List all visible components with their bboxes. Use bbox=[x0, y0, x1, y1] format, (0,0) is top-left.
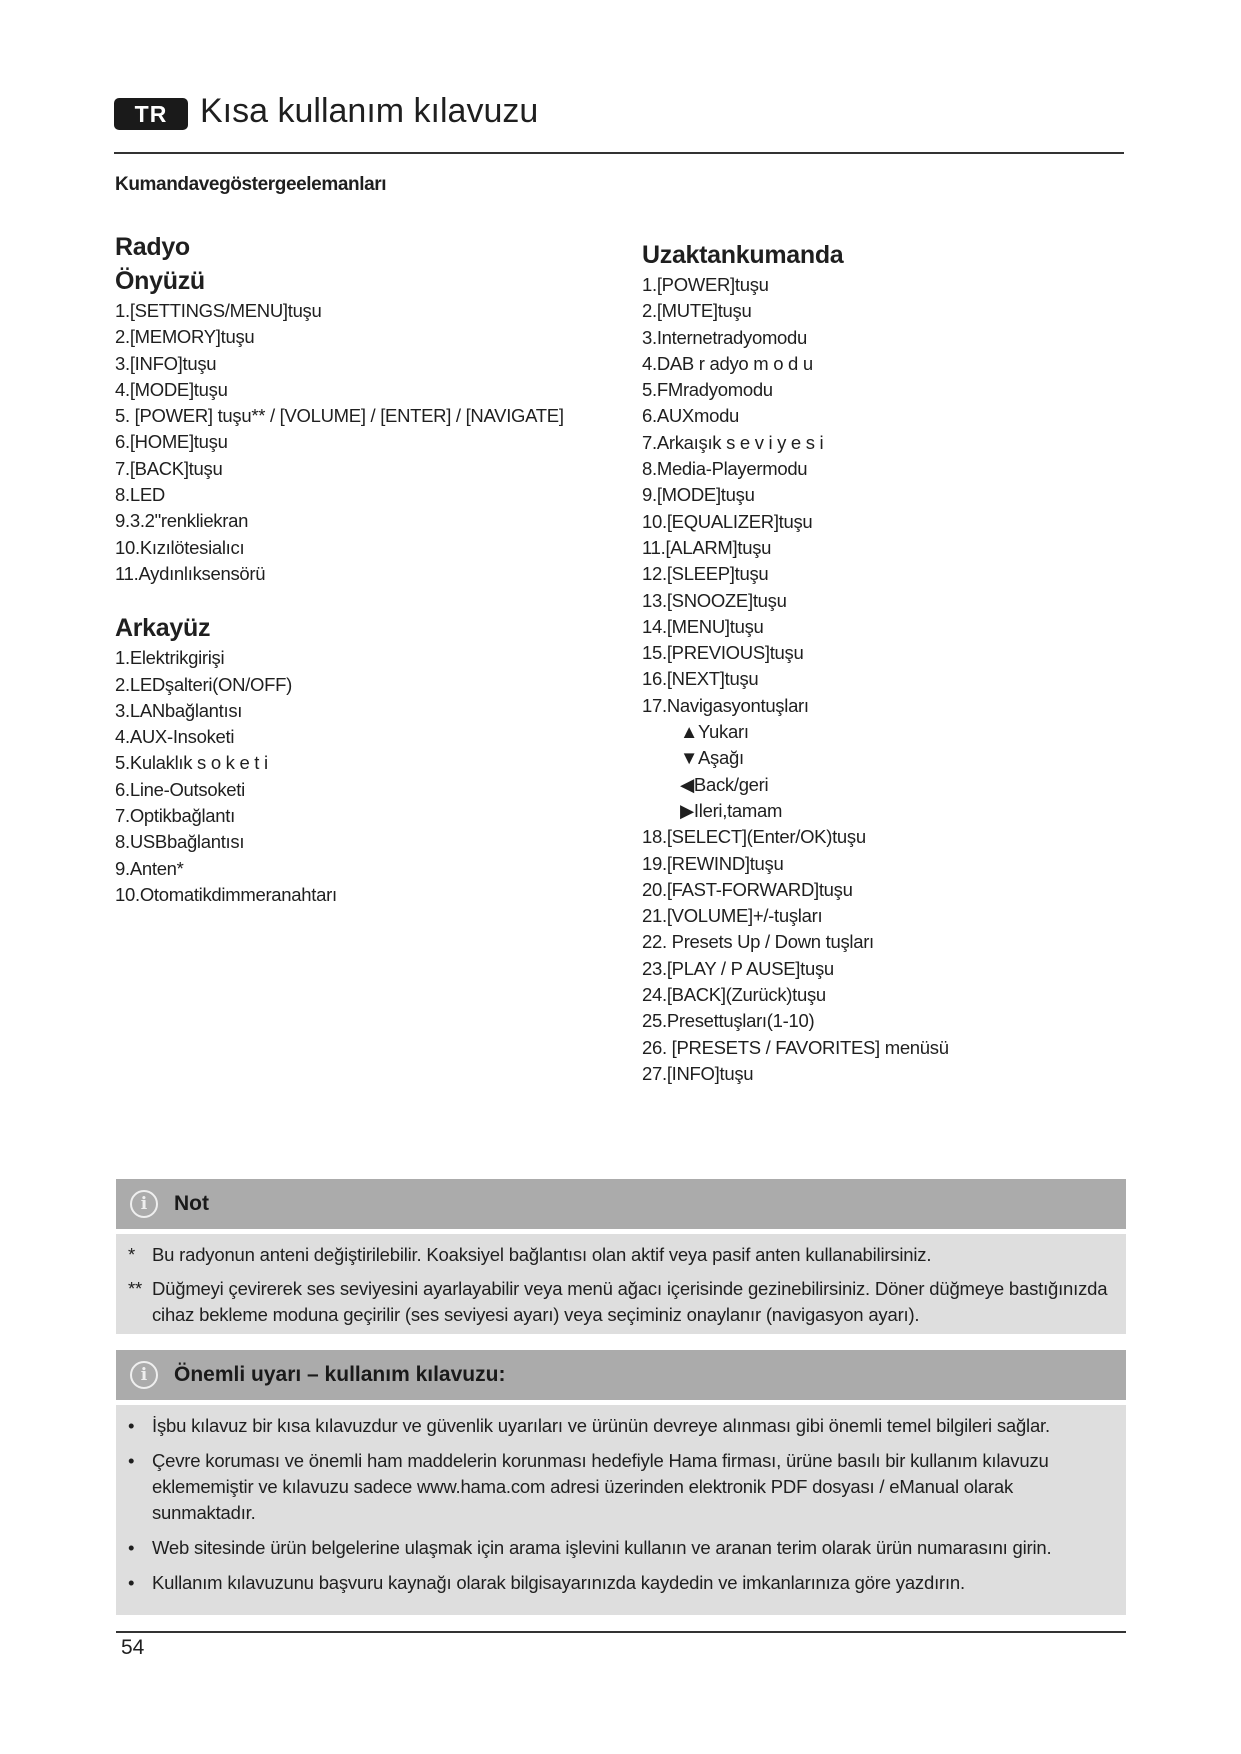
list-item: 5.Kulaklık s o k e t i bbox=[115, 752, 268, 774]
warning-bullet bbox=[128, 1448, 1114, 1526]
warning-bullet bbox=[128, 1535, 1114, 1561]
footer-divider bbox=[116, 1631, 1126, 1633]
list-item: 2.LEDşalteri(ON/OFF) bbox=[115, 673, 292, 695]
list-item: 6.[HOME]tuşu bbox=[115, 431, 228, 453]
warning-text: Çevre koruması ve önemli ham maddelerin korunması hedefiyle Hama firması, ürüne basılı bir kullanım kılavuzu eklememiştir ve kılavuzu sadece www.hama.com adresi üzerinden elektronik PDF dosyası / eManual olarak sunmaktadır. bbox=[152, 1450, 1049, 1523]
language-badge: TR bbox=[114, 98, 188, 130]
list-item: 18.[SELECT](Enter/OK)tuşu bbox=[642, 826, 866, 848]
list-item: 4.[MODE]tuşu bbox=[115, 378, 228, 400]
note-text: Düğmeyi çevirerek ses seviyesini ayarlayabilir veya menü ağacı içerisinde gezinebilirsiniz. Döner düğmeye bastığınızda cihaz bekleme moduna geçirilir (ses seviyesi ayarı) veya seçiminiz onaylanır (navigasyon ayarı). bbox=[152, 1278, 1108, 1325]
list-item: 10.Kızılötesialıcı bbox=[115, 536, 245, 558]
page-header bbox=[114, 92, 1124, 156]
note-line bbox=[128, 1276, 1114, 1328]
nav-sub-item: ▶Ileri,tamam bbox=[680, 799, 783, 821]
note-marker: ** bbox=[128, 1278, 142, 1299]
remote-column bbox=[642, 238, 1112, 1087]
note-body bbox=[116, 1234, 1126, 1334]
nav-sub-item: ▼Aşağı bbox=[680, 747, 744, 769]
bullet-icon: • bbox=[128, 1572, 135, 1593]
list-item: 27.[INFO]tuşu bbox=[642, 1062, 754, 1084]
nav-sub-item: ▲Yukarı bbox=[680, 721, 749, 743]
list-item: 3.LANbağlantısı bbox=[115, 699, 243, 721]
section-title: Kumandavegöstergeelemanları bbox=[115, 174, 387, 195]
bullet-icon: • bbox=[128, 1537, 135, 1558]
bullet-icon: • bbox=[128, 1415, 135, 1436]
info-icon: i bbox=[130, 1361, 158, 1389]
warning-title: Önemli uyarı – kullanım kılavuzu: bbox=[174, 1363, 506, 1386]
list-item: 9.3.2"renkliekran bbox=[115, 510, 249, 532]
front-heading: Önyüzü bbox=[115, 267, 205, 295]
back-heading: Arkayüz bbox=[115, 614, 211, 643]
list-item: 2.[MEMORY]tuşu bbox=[115, 326, 255, 348]
list-item: 7.Arkaışık s e v i y e s i bbox=[642, 431, 824, 453]
list-item: 4.DAB r adyo m o d u bbox=[642, 352, 813, 374]
list-item: 3.Internetradyomodu bbox=[642, 326, 808, 348]
note-line bbox=[128, 1242, 1114, 1268]
list-item: 8.LED bbox=[115, 484, 165, 506]
list-item: 22. Presets Up / Down tuşları bbox=[642, 931, 874, 953]
page-number: 54 bbox=[121, 1636, 145, 1659]
list-item: 20.[FAST-FORWARD]tuşu bbox=[642, 878, 853, 900]
note-title: Not bbox=[174, 1192, 209, 1215]
warning-text: Web sitesinde ürün belgelerine ulaşmak için arama işlevini kullanın ve aranan terim olarak ürün numarasını girin. bbox=[152, 1537, 1052, 1558]
list-item: 12.[SLEEP]tuşu bbox=[642, 563, 769, 585]
list-item: 16.[NEXT]tuşu bbox=[642, 668, 759, 690]
info-icon: i bbox=[130, 1190, 158, 1218]
list-item: 6.Line-Outsoketi bbox=[115, 778, 245, 800]
list-item: 10.[EQUALIZER]tuşu bbox=[642, 510, 813, 532]
remote-heading: Uzaktankumanda bbox=[642, 241, 844, 269]
list-item: 14.[MENU]tuşu bbox=[642, 615, 764, 637]
warning-bullet bbox=[128, 1570, 1114, 1596]
warning-text: Kullanım kılavuzunu başvuru kaynağı olarak bilgisayarınızda kaydedin ve imkanlarınıza göre yazdırın. bbox=[152, 1572, 965, 1593]
list-item: 21.[VOLUME]+/-tuşları bbox=[642, 905, 823, 927]
list-item: 17.Navigasyontuşları bbox=[642, 694, 809, 716]
list-item: 8.USBbağlantısı bbox=[115, 831, 245, 853]
front-parts-list bbox=[115, 298, 585, 587]
list-item: 9.Anten* bbox=[115, 857, 184, 879]
warning-body bbox=[116, 1405, 1126, 1615]
list-item: 15.[PREVIOUS]tuşu bbox=[642, 642, 804, 664]
nav-sub-item: ◀Back/geri bbox=[680, 773, 769, 795]
note-marker: * bbox=[128, 1244, 135, 1265]
warning-box bbox=[116, 1350, 1126, 1615]
note-text: Bu radyonun anteni değiştirilebilir. Koaksiyel bağlantısı olan aktif veya pasif anten kullanabilirsiniz. bbox=[152, 1244, 932, 1265]
warning-text: İşbu kılavuz bir kısa kılavuzdur ve güvenlik uyarıları ve ürünün devreye alınması gibi önemli temel bilgileri sağlar. bbox=[152, 1415, 1050, 1436]
list-item: 7.[BACK]tuşu bbox=[115, 457, 223, 479]
warning-header bbox=[116, 1350, 1126, 1400]
list-item: 24.[BACK](Zurück)tuşu bbox=[642, 984, 826, 1006]
list-item: 2.[MUTE]tuşu bbox=[642, 300, 752, 322]
list-item: 19.[REWIND]tuşu bbox=[642, 852, 784, 874]
list-item: 10.Otomatikdimmeranahtarı bbox=[115, 883, 337, 905]
list-item: 1.[SETTINGS/MENU]tuşu bbox=[115, 300, 322, 321]
page-title: Kısa kullanım kılavuzu bbox=[200, 92, 539, 130]
back-parts-list bbox=[115, 645, 585, 908]
list-item: 9.[MODE]tuşu bbox=[642, 484, 755, 506]
list-item: 11.[ALARM]tuşu bbox=[642, 536, 772, 558]
list-item: 11.Aydınlıksensörü bbox=[115, 562, 266, 584]
bullet-icon: • bbox=[128, 1450, 135, 1471]
warning-bullet bbox=[128, 1413, 1114, 1439]
list-item: 8.Media-Playermodu bbox=[642, 458, 808, 480]
radio-heading: Radyo bbox=[115, 233, 190, 261]
list-item: 25.Presettuşları(1-10) bbox=[642, 1010, 815, 1032]
note-box bbox=[116, 1179, 1126, 1334]
list-item: 4.AUX-Insoketi bbox=[115, 726, 235, 748]
list-item: 1.[POWER]tuşu bbox=[642, 274, 769, 295]
list-item: 5.FMradyomodu bbox=[642, 379, 773, 401]
list-item: 13.[SNOOZE]tuşu bbox=[642, 589, 787, 611]
header-divider bbox=[114, 152, 1124, 154]
list-item: 6.AUXmodu bbox=[642, 405, 740, 427]
note-header bbox=[116, 1179, 1126, 1229]
list-item: 5. [POWER] tuşu** / [VOLUME] / [ENTER] / [NAVIGATE] bbox=[115, 405, 564, 427]
list-item: 26. [PRESETS / FAVORITES] menüsü bbox=[642, 1036, 949, 1058]
list-item: 7.Optikbağlantı bbox=[115, 805, 235, 827]
list-item: 23.[PLAY / P AUSE]tuşu bbox=[642, 957, 834, 979]
list-item: 3.[INFO]tuşu bbox=[115, 352, 217, 374]
remote-parts-list bbox=[642, 272, 1112, 1087]
list-item: 1.Elektrikgirişi bbox=[115, 647, 225, 669]
radio-column bbox=[115, 230, 585, 908]
